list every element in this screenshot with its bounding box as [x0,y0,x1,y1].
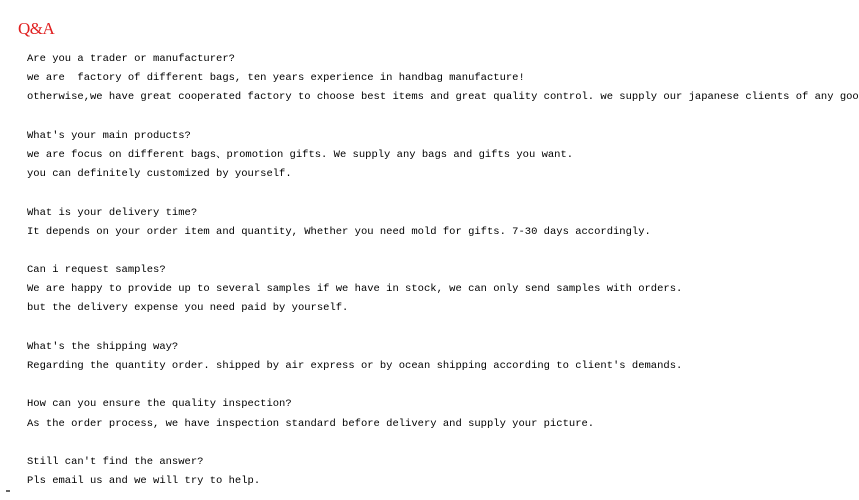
answer: you can definitely customized by yourself. [27,168,292,181]
answer: Pls email us and we will try to help. [27,475,261,488]
corner-mark [6,490,10,492]
qa-list [27,50,859,491]
qa-item [27,127,750,185]
answer: As the order process, we have inspection standard before delivery and supply your picture. [27,417,595,430]
question: Still can't find the answer? [27,455,204,468]
answer: Regarding the quantity order. shipped by air express or by ocean shipping according to client's demands. [27,360,683,372]
answer: but the delivery expense you need paid by yourself. [27,302,349,315]
answer: otherwise,we have great cooperated factory to choose best items and great quality control. we supply our japanese clients of any goo [27,91,859,104]
question: How can you ensure the quality inspection? [27,398,292,411]
qa-item [27,261,750,319]
answer: we are factory of different bags, ten years experience in handbag manufacture! [27,72,525,85]
qa-item [27,338,750,376]
question: What is your delivery time? [27,206,198,219]
qa-heading: Q&A [18,19,55,38]
question: Can i request samples? [27,264,166,277]
qa-item [27,204,750,242]
answer: It depends on your order item and quantity, Whether you need mold for gifts. 7-30 days accordingly. [27,225,651,238]
answer: we are focus on different bags、promotion gifts. We supply any bags and gifts you want. [27,148,574,161]
qa-item [27,395,750,433]
question: What's your main products? [27,129,191,142]
qa-item [27,453,750,491]
question: What's the shipping way? [27,340,179,353]
question: Are you a trader or manufacturer? [27,53,235,65]
qa-item [27,50,859,108]
answer: We are happy to provide up to several samples if we have in stock, we can only send samples with orders. [27,283,683,296]
